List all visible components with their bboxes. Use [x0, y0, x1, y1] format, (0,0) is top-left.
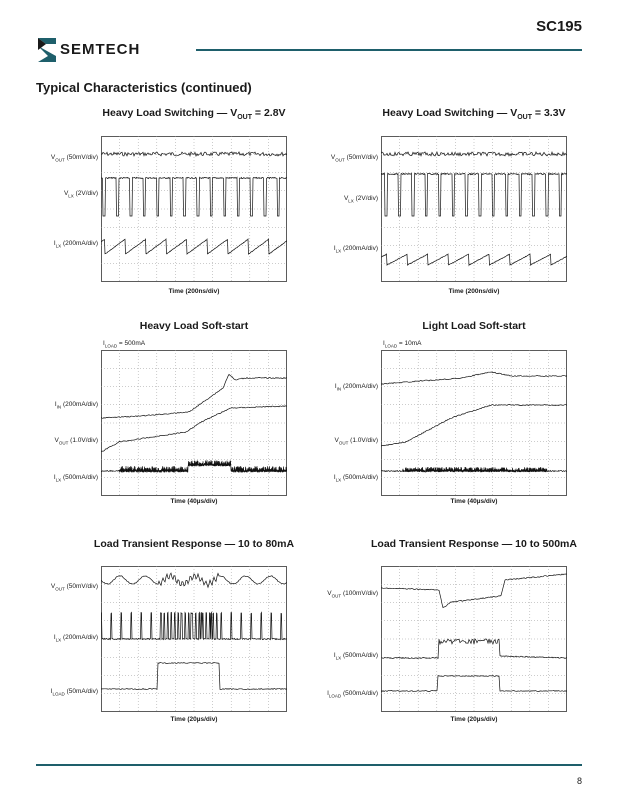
timebase-label: Time (200ns/div)	[168, 288, 220, 295]
waveform-trace-1	[101, 573, 287, 587]
waveform-trace-1	[381, 152, 567, 156]
timebase-label: Time (40µs/div)	[450, 498, 498, 505]
channel-label: $V_{LX}$ (2V/div)	[343, 195, 378, 204]
section-title: Typical Characteristics (continued)	[36, 80, 252, 95]
scope-graticule	[101, 566, 287, 712]
page-number: 8	[576, 776, 582, 786]
channel-label: $V_{OUT}$ (100mV/div)	[327, 590, 378, 599]
company-logo	[36, 36, 206, 66]
chart-title: Heavy Load Switching — $V_{OUT} = 2.8V$	[102, 107, 286, 122]
test-condition: $I_{LOAD} = 10mA$	[383, 340, 422, 349]
timebase-label: Time (200ns/div)	[448, 288, 500, 295]
chart-title: Load Transient Response — 10 to 80mA	[93, 538, 295, 550]
scope-plot	[101, 566, 287, 712]
waveform-trace-2	[381, 173, 567, 216]
scope-graticule	[101, 350, 287, 496]
channel-label: $V_{OUT}$ (50mV/div)	[50, 583, 98, 592]
header-rule	[196, 49, 582, 51]
scope-plot	[381, 136, 567, 282]
scope-graticule	[381, 566, 567, 712]
waveform-trace-1	[381, 372, 567, 384]
timebase-label: Time (40µs/div)	[170, 498, 218, 505]
scope-plot	[101, 136, 287, 282]
channel-label: $I_{LX}$ (500mA/div)	[333, 652, 378, 661]
semtech-logo-icon	[36, 36, 58, 64]
channel-label: $I_{LOAD}$ (500mA/div)	[327, 690, 378, 699]
channel-label: $I_{LX}$ (500mA/div)	[53, 474, 98, 483]
waveform-trace-1	[101, 152, 287, 156]
channel-label: $V_{OUT}$ (50mV/div)	[330, 154, 378, 163]
scope-plot	[101, 350, 287, 496]
channel-label: $V_{LX}$ (2V/div)	[63, 190, 98, 199]
channel-label: $I_{LOAD}$ (50mA/div)	[50, 688, 98, 697]
logo-wordmark: SEMTECH	[60, 41, 141, 58]
chart-title: Heavy Load Switching — $V_{OUT} = 3.3V$	[382, 107, 566, 122]
part-number: SC195	[536, 18, 582, 35]
scope-graticule	[381, 136, 567, 282]
waveform-trace-3	[101, 663, 287, 690]
chart-title: Heavy Load Soft-start	[139, 320, 249, 332]
timebase-label: Time (20µs/div)	[450, 716, 498, 723]
chart-title: Load Transient Response — 10 to 500mA	[371, 538, 577, 550]
scope-plot	[381, 566, 567, 712]
channel-label: $V_{OUT}$ (1.0V/div)	[54, 437, 98, 446]
channel-label: $I_{LX}$ (200mA/div)	[53, 240, 98, 249]
channel-label: $V_{OUT}$ (1.0V/div)	[334, 437, 378, 446]
test-condition: $I_{LOAD} = 500mA$	[103, 340, 146, 349]
channel-label: $I_{IN}$ (200mA/div)	[334, 383, 378, 392]
chart-title: Light Load Soft-start	[422, 320, 526, 332]
channel-label: $I_{LX}$ (500mA/div)	[333, 474, 378, 483]
scope-graticule	[381, 350, 567, 496]
channel-label: $V_{OUT}$ (50mV/div)	[50, 154, 98, 163]
timebase-label: Time (20µs/div)	[170, 716, 218, 723]
channel-label: $I_{LX}$ (200mA/div)	[53, 634, 98, 643]
scope-plot	[381, 350, 567, 496]
channel-label: $I_{LX}$ (200mA/div)	[333, 245, 378, 254]
scope-graticule	[101, 136, 287, 282]
channel-label: $I_{IN}$ (200mA/div)	[54, 401, 98, 410]
footer-rule	[36, 764, 582, 766]
